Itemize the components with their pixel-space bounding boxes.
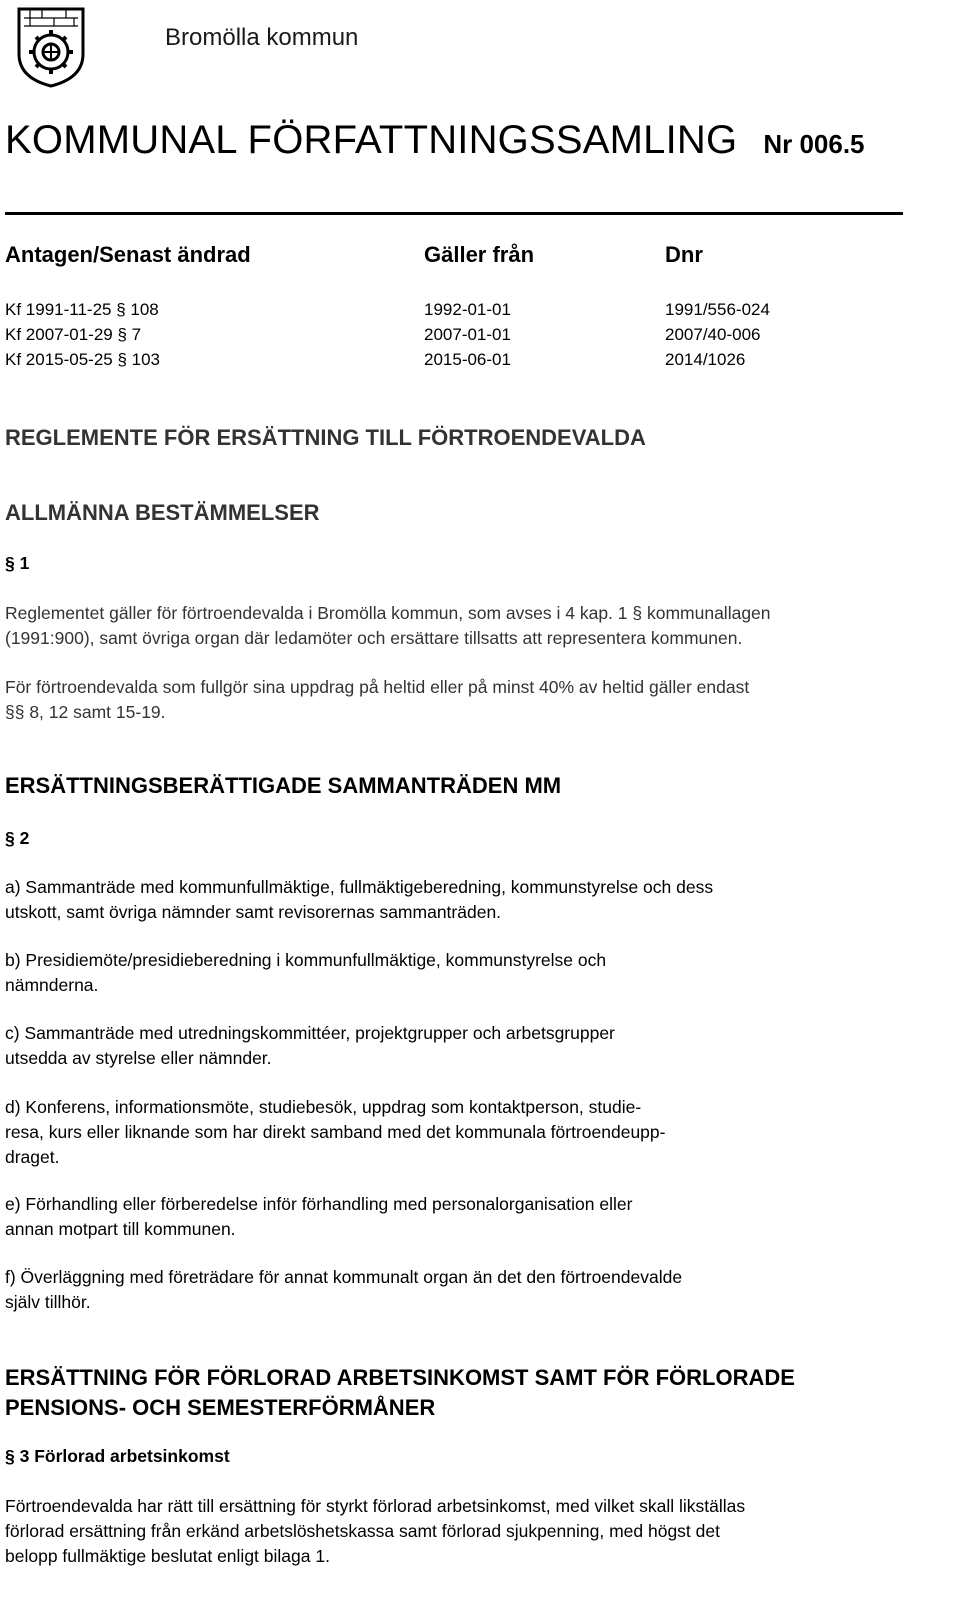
table-cell-adopted: Kf 2007-01-29 § 7 <box>5 325 142 344</box>
paragraph-text <box>5 675 935 725</box>
municipal-coat-of-arms-logo <box>16 6 86 88</box>
list-item-line: utskott, samt övriga nämnder samt revisorernas sammanträden. <box>5 902 502 922</box>
list-item-line: d) Konferens, informationsmöte, studiebesök, uppdrag som kontaktperson, studie- <box>5 1097 642 1117</box>
list-item-line: resa, kurs eller liknande som har direkt samband med det kommunala förtroendeupp- <box>5 1122 666 1142</box>
table-cell-dnr: 1991/556-024 <box>665 300 770 319</box>
list-item-line: c) Sammanträde med utredningskommittéer, projektgrupper och arbetsgrupper <box>5 1023 615 1043</box>
header-divider <box>5 212 903 215</box>
list-item-line: utsedda av styrelse eller nämnder. <box>5 1048 272 1068</box>
list-item <box>5 1021 935 1071</box>
list-item-line: e) Förhandling eller förberedelse inför förhandling med personalorganisation eller <box>5 1194 633 1214</box>
section-heading-lost-income <box>5 1363 795 1423</box>
municipality-name: Bromölla kommun <box>165 24 359 51</box>
column-header-valid-from: Gäller från <box>424 242 535 267</box>
section-heading-general: ALLMÄNNA BESTÄMMELSER <box>5 500 320 525</box>
paragraph-line: belopp fullmäktige beslutat enligt bilaga 1. <box>5 1546 330 1566</box>
list-item-line: f) Överläggning med företrädare för annat kommunalt organ än det den förtroendevalde <box>5 1267 683 1287</box>
list-item <box>5 1095 935 1170</box>
table-cell-valid-from: 2015-06-01 <box>424 350 511 369</box>
paragraph-line: förlorad ersättning från erkänd arbetslöshetskassa samt förlorad sjukpenning, med högst det <box>5 1521 720 1541</box>
section-heading-line: ERSÄTTNING FÖR FÖRLORAD ARBETSINKOMST SAMT FÖR FÖRLORADE <box>5 1365 795 1390</box>
series-title <box>5 118 865 163</box>
paragraph-line: Reglementet gäller för förtroendevalda i Bromölla kommun, som avses i 4 kap. 1 § kommunallagen <box>5 603 771 623</box>
section-heading-meetings: ERSÄTTNINGSBERÄTTIGADE SAMMANTRÄDEN MM <box>5 773 562 798</box>
series-number: Nr 006.5 <box>763 129 865 159</box>
paragraph-line: (1991:900), samt övriga organ där ledamöter och ersättare tillsatts att representera kommunen. <box>5 628 743 648</box>
section-heading-line: PENSIONS- OCH SEMESTERFÖRMÅNER <box>5 1395 436 1420</box>
list-item-line: draget. <box>5 1147 60 1167</box>
list-item <box>5 875 935 925</box>
list-item-line: b) Presidiemöte/presidieberedning i kommunfullmäktige, kommunstyrelse och <box>5 950 607 970</box>
paragraph-sign: § 3 Förlorad arbetsinkomst <box>5 1446 230 1466</box>
table-cell-valid-from: 2007-01-01 <box>424 325 511 344</box>
table-cell-valid-from: 1992-01-01 <box>424 300 511 319</box>
list-item <box>5 1265 935 1315</box>
series-title-text: KOMMUNAL FÖRFATTNINGSSAMLING <box>5 118 738 162</box>
list-item-line: a) Sammanträde med kommunfullmäktige, fullmäktigeberedning, kommunstyrelse och dess <box>5 877 714 897</box>
table-cell-adopted: Kf 1991-11-25 § 108 <box>5 300 159 319</box>
paragraph-line: För förtroendevalda som fullgör sina uppdrag på heltid eller på minst 40% av heltid gäller endast <box>5 677 750 697</box>
table-cell-dnr: 2014/1026 <box>665 350 746 369</box>
paragraph-text <box>5 601 935 651</box>
list-item-line: själv tillhör. <box>5 1292 91 1312</box>
paragraph-line: Förtroendevalda har rätt till ersättning för styrkt förlorad arbetsinkomst, med vilket skall likställas <box>5 1496 746 1516</box>
list-item <box>5 948 935 998</box>
table-cell-adopted: Kf 2015-05-25 § 103 <box>5 350 161 369</box>
column-header-adopted: Antagen/Senast ändrad <box>5 242 251 267</box>
document-title: REGLEMENTE FÖR ERSÄTTNING TILL FÖRTROENDEVALDA <box>5 425 646 450</box>
table-cell-dnr: 2007/40-006 <box>665 325 761 344</box>
paragraph-sign: § 2 <box>5 828 30 848</box>
paragraph-sign: § 1 <box>5 553 30 573</box>
paragraph-line: §§ 8, 12 samt 15-19. <box>5 702 166 722</box>
column-header-dnr: Dnr <box>665 242 703 267</box>
paragraph-text <box>5 1494 935 1569</box>
list-item <box>5 1192 935 1242</box>
list-item-line: nämnderna. <box>5 975 99 995</box>
list-item-line: annan motpart till kommunen. <box>5 1219 236 1239</box>
